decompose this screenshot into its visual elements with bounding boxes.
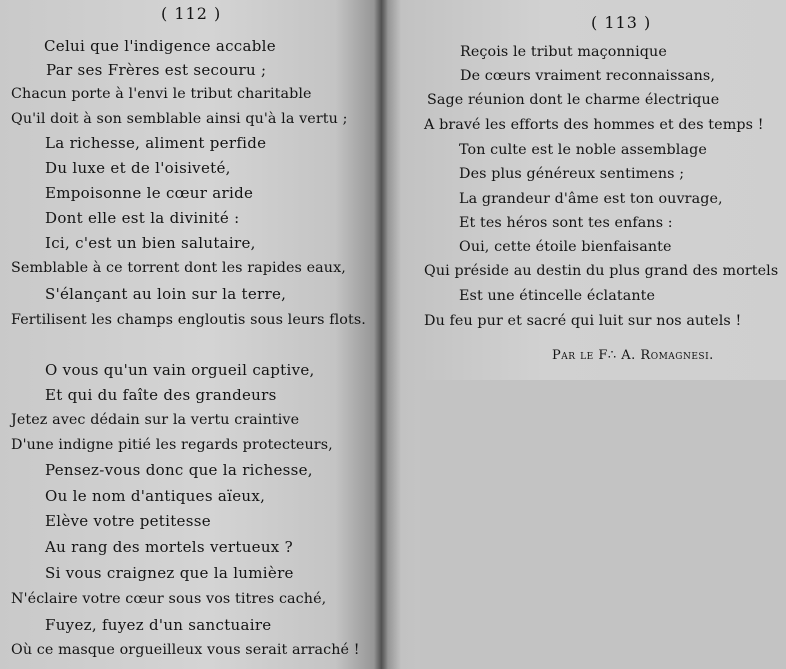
poem-line: Semblable à ce torrent dont les rapides eaux,: [11, 260, 346, 276]
poem-line: Ou le nom d'antiques aïeux,: [45, 487, 266, 505]
poem-line: N'éclaire votre cœur sous vos titres caché,: [11, 591, 327, 607]
poem-line: A bravé les efforts des hommes et des temps !: [424, 117, 764, 133]
poem-line: S'élançant au loin sur la terre,: [45, 285, 287, 303]
poem-line: Oui, cette étoile bienfaisante: [459, 239, 672, 255]
poem-line: Au rang des mortels vertueux ?: [45, 538, 293, 556]
right-page-number: ( 113 ): [591, 13, 652, 32]
poem-line: Est une étincelle éclatante: [459, 288, 656, 304]
poem-line: Reçois le tribut maçonnique: [460, 44, 667, 60]
poem-line: Sage réunion dont le charme électrique: [427, 92, 720, 108]
poem-line: La grandeur d'âme est ton ouvrage,: [459, 191, 723, 207]
poem-line: De cœurs vraiment reconnaissans,: [460, 68, 715, 84]
poem-line: La richesse, aliment perfide: [45, 134, 267, 152]
poem-line: Ici, c'est un bien salutaire,: [45, 234, 256, 252]
poem-line: Elève votre petitesse: [45, 512, 211, 530]
book-gutter: [374, 0, 388, 669]
poem-line: Chacun porte à l'envi le tribut charitable: [11, 86, 312, 102]
poem-line: Pensez-vous donc que la richesse,: [45, 461, 313, 479]
left-page-number: ( 112 ): [161, 4, 222, 23]
poem-line: Qu'il doit à son semblable ainsi qu'à la vertu ;: [11, 111, 348, 127]
poem-line: Celui que l'indigence accable: [44, 37, 276, 55]
page-shadow-area: [420, 380, 786, 669]
poem-line: Jetez avec dédain sur la vertu craintive: [11, 412, 300, 428]
poem-line: O vous qu'un vain orgueil captive,: [45, 361, 315, 379]
poem-line: Et tes héros sont tes enfans :: [459, 215, 673, 231]
poem-line: D'une indigne pitié les regards protecteurs,: [11, 437, 333, 453]
poem-line: Fertilisent les champs engloutis sous leurs flots.: [11, 312, 366, 328]
poem-line: Où ce masque orgueilleux vous serait arraché !: [11, 642, 360, 658]
poem-line: Qui préside au destin du plus grand des mortels: [424, 263, 779, 279]
poem-line: Fuyez, fuyez d'un sanctuaire: [45, 616, 272, 634]
poem-line: Si vous craignez que la lumière: [45, 564, 294, 582]
poem-line: Et qui du faîte des grandeurs: [45, 386, 277, 404]
poem-line: Des plus généreux sentimens ;: [459, 166, 685, 182]
poem-line: Empoisonne le cœur aride: [45, 184, 254, 202]
poem-line: Dont elle est la divinité :: [45, 209, 240, 227]
poem-line: Du feu pur et sacré qui luit sur nos autels !: [424, 313, 742, 329]
poem-line: Ton culte est le noble assemblage: [459, 142, 707, 158]
author-signature: Par le F∴ A. Romagnesi.: [552, 348, 714, 363]
poem-line: Par ses Frères est secouru ;: [46, 61, 267, 79]
poem-line: Du luxe et de l'oisiveté,: [45, 159, 231, 177]
